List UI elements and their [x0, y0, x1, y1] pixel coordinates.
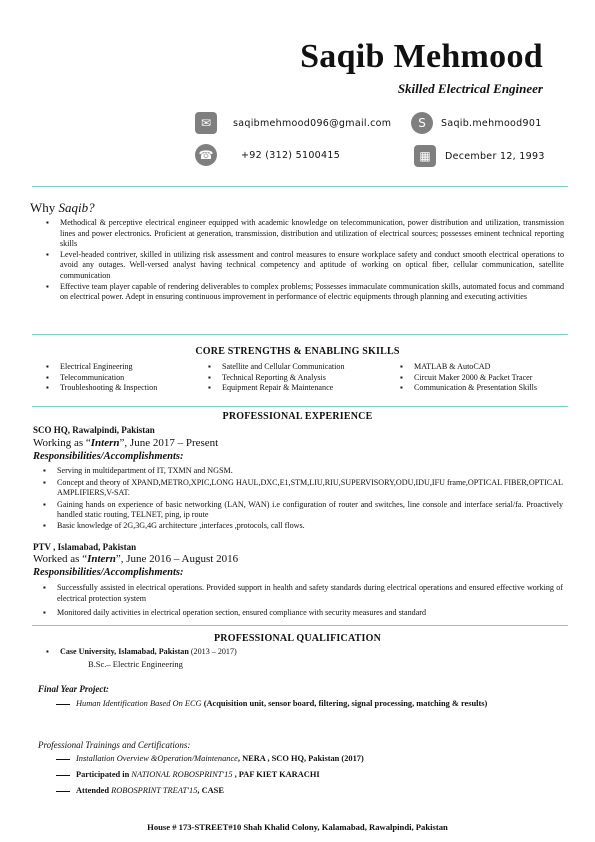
- email-icon: ✉: [195, 112, 217, 134]
- divider: [32, 334, 568, 335]
- why-list: [46, 218, 564, 303]
- divider: [32, 625, 568, 626]
- training-item: Installation Overview &Operation/Maintenance, NERA , SCO HQ, Pakistan (2017): [56, 751, 364, 767]
- list-item: ▪ Gaining hands on experience of basic networking (LAN, WAN) i.e configuration of router and switches, line console and interface serial/fa. Proactively handled static routing, TELNET, ping, ip route: [43, 500, 563, 521]
- experience-heading: PROFESSIONAL EXPERIENCE: [222, 411, 373, 422]
- fyp-label: Final Year Project:: [38, 684, 109, 694]
- footer-address: House # 173-STREET#10 Shah Khalid Colony, Kalamabad, Rawalpindi, Pakistan: [147, 822, 448, 832]
- why-heading: Why Saqib?: [30, 200, 95, 215]
- calendar-icon: ▦: [414, 145, 436, 167]
- training-item: Participated in NATIONAL ROBOSPRINT'15 , PAF KIET KARACHI: [56, 767, 320, 783]
- skill-item: ▪ MATLAB & AutoCAD: [400, 362, 580, 373]
- job-org: PTV , Islamabad, Pakistan: [33, 542, 137, 552]
- skills-col-3: [400, 362, 580, 394]
- education-item: ▪ Case University, Islamabad, Pakistan (2013 – 2017): [46, 647, 546, 658]
- skill-item: ▪ Telecommunication: [46, 373, 196, 384]
- job-org: SCO HQ, Rawalpindi, Pakistan: [33, 425, 155, 435]
- phone-text: +92 (312) 5100415: [241, 150, 341, 161]
- skype-text: Saqib.mehmood901: [441, 118, 542, 129]
- list-item: ▪ Basic knowledge of 2G,3G,4G architecture ,interfaces ,protocols, call flows.: [43, 521, 563, 532]
- skills-col-1: [46, 362, 196, 394]
- list-item: ▪ Methodical & perceptive electrical engineer equipped with academic knowledge on telecommunication, power distribution and utilization, transmission lines and power electronics. Proficient at generation, transmission, distribution and utilization of electrical sources; possesses eminent technical reporting skills: [46, 218, 564, 250]
- skill-item: ▪ Technical Reporting & Analysis: [208, 373, 398, 384]
- job-items: [43, 583, 563, 619]
- skill-item: ▪ Satellite and Cellular Communication: [208, 362, 398, 373]
- job-role: Working as “Intern”, June 2017 – Present: [33, 437, 219, 449]
- list-item: ▪ Concept and theory of XPAND,METRO,XPIC,LONG HAUL,DXC,E1,STM,LIU,RIU,SUPERVISORY,ODU,IDU,IFU frame,OPTICAL FIBER,OPTICAL AMPLIFIERS,V-SAT.: [43, 478, 563, 499]
- list-item: ▪ Monitored daily activities in electrical operation section, ensured compliance with security measures and standard: [43, 608, 563, 619]
- list-item: ▪ Effective team player capable of rendering deliverables to complex problems; Possesses immaculate communication skills, automated focus and command on electrical power. Adept in ensuring continuous improvement in performance of electric equipments through planning and executing activities: [46, 282, 564, 303]
- list-item: ▪ Level-headed contriver, skilled in utilizing risk assessment and control measures to ensure workplace safety and conduct smooth electrical operations to avoid any outages. Well-versed analyst having technical competency and aptitude of working on optical fiber, cellular communication, satellite communication: [46, 250, 564, 282]
- fyp-item: Human Identification Based On ECG (Acquisition unit, sensor board, filtering, signal processing, matching & results): [56, 696, 487, 712]
- skype-icon: S: [411, 112, 433, 134]
- education-list: [46, 647, 546, 658]
- skill-item: ▪ Circuit Maker 2000 & Packet Tracer: [400, 373, 580, 384]
- list-item: ▪ Successfully assisted in electrical operations. Provided support in health and safety standards during electrical operations and ensured effective working of electrical protection system: [43, 583, 563, 604]
- phone-icon: ☎: [195, 144, 217, 166]
- resp-heading: Responsibilities/Accomplishments:: [33, 567, 184, 578]
- skills-col-2: [208, 362, 398, 394]
- email-text: saqibmehmood096@gmail.com: [233, 118, 392, 129]
- list-item: ▪ Serving in multidepartment of IT, TXMN and NGSM.: [43, 466, 563, 477]
- resp-heading: Responsibilities/Accomplishments:: [33, 451, 184, 462]
- skill-item: ▪ Communication & Presentation Skills: [400, 383, 580, 394]
- job-role: Worked as “Intern”, June 2016 – August 2016: [33, 553, 239, 565]
- skills-heading: CORE STRENGTHS & ENABLING SKILLS: [195, 346, 400, 357]
- trainings-label: Professional Trainings and Certifications:: [38, 740, 191, 750]
- job-items: [43, 466, 563, 532]
- skill-item: ▪ Troubleshooting & Inspection: [46, 383, 196, 394]
- skill-item: ▪ Equipment Repair & Maintenance: [208, 383, 398, 394]
- resume-name: Saqib Mehmood: [300, 38, 543, 75]
- divider: [32, 186, 568, 187]
- skill-item: ▪ Electrical Engineering: [46, 362, 196, 373]
- degree-text: B.Sc.– Electric Engineering: [88, 659, 183, 669]
- resume-title: Skilled Electrical Engineer: [397, 81, 543, 96]
- dob-text: December 12, 1993: [445, 151, 545, 162]
- training-item: Attended ROBOSPRINT TREAT'15, CASE: [56, 783, 224, 799]
- qualification-heading: PROFESSIONAL QUALIFICATION: [214, 633, 381, 644]
- divider: [32, 406, 568, 407]
